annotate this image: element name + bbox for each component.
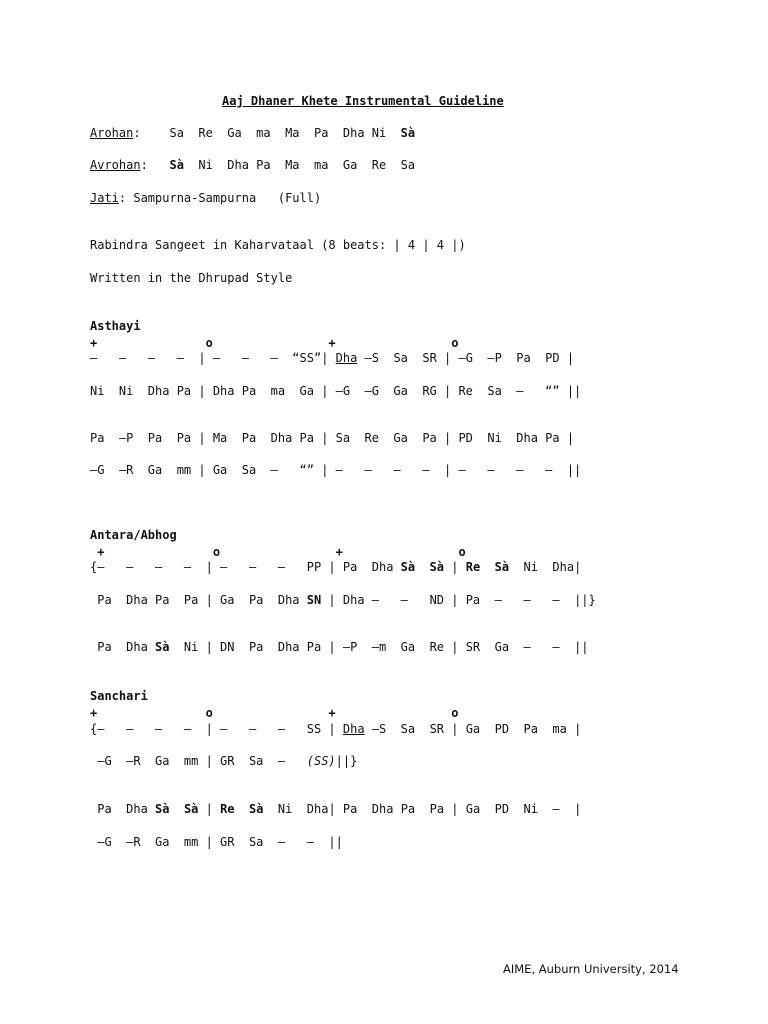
notation-segment-bold: Sà — [155, 640, 170, 654]
asthayi-line-4: –G –R Ga mm | Ga Sa – “” | – – – – | – – – – || — [90, 463, 582, 477]
jati-label: Jati — [90, 191, 119, 205]
footer-credit: AIME, Auburn University, 2014 — [503, 962, 679, 976]
notation-segment: {– – – – | – – – PP | Pa Dha — [90, 560, 401, 574]
avrohan-line: Avrohan: Sà Ni Dha Pa Ma ma Ga Re Sa — [90, 158, 416, 172]
arohan-label: Arohan — [90, 126, 134, 140]
notation-segment-bold: Sà — [429, 560, 445, 574]
arohan-last-note: Sà — [400, 126, 416, 140]
avrohan-notes: Ni Dha Pa Ma ma Ga Re Sa — [183, 158, 416, 172]
avrohan-label: Avrohan — [90, 158, 141, 172]
asthayi-beat-markers: + o + o — [90, 336, 459, 350]
style-info: Written in the Dhrupad Style — [90, 271, 293, 285]
notation-segment: Pa Dha — [90, 802, 156, 816]
notation-segment: Pa Dha Pa Pa | Ga Pa Dha — [90, 593, 307, 607]
sanchari-line-3 — [90, 802, 581, 816]
jati-line — [90, 191, 321, 205]
notation-segment: | Dha – – ND | Pa – – – ||} — [321, 593, 596, 607]
avrohan-first-note: Sà — [169, 158, 184, 172]
notation-segment: ||} — [335, 754, 358, 768]
notation-segment-bold: Sà — [248, 802, 264, 816]
notation-segment-bold: Re — [220, 802, 235, 816]
sanchari-line-4: –G –R Ga mm | GR Sa – – || — [90, 835, 343, 849]
notation-segment: – – – – | – – – “SS”| — [90, 351, 336, 365]
antara-line-3 — [90, 640, 589, 654]
notation-segment: –S Sa SR | Ga PD Pa ma | — [364, 722, 582, 736]
sanchari-line-2 — [90, 754, 357, 768]
notation-segment: Ni Dha| Pa Dha Pa Pa | Ga PD Ni – | — [263, 802, 582, 816]
jati-value: : Sampurna-Sampurna (Full) — [118, 191, 322, 205]
sanchari-heading: Sanchari — [90, 689, 148, 703]
notation-segment-bold: Sà — [400, 560, 416, 574]
antara-heading: Antara/Abhog — [90, 528, 177, 542]
notation-segment: | — [198, 802, 221, 816]
page-title: Aaj Dhaner Khete Instrumental Guideline — [222, 94, 504, 108]
notation-segment-bold: SN — [306, 593, 322, 607]
antara-beat-markers: + o + o — [90, 545, 466, 559]
arohan-line: Arohan: Sa Re Ga ma Ma Pa Dha Ni Sà — [90, 126, 416, 140]
antara-line-2 — [90, 593, 596, 607]
taal-info: Rabindra Sangeet in Kaharvataal (8 beats: | 4 | 4 |) — [90, 238, 466, 252]
notation-segment: Ni | DN Pa Dha Pa | –P –m Ga Re | SR Ga – – || — [169, 640, 589, 654]
notation-segment — [415, 560, 429, 574]
antara-line-1 — [90, 560, 581, 574]
notation-segment — [480, 560, 494, 574]
notation-segment: | — [444, 560, 466, 574]
notation-segment: {– – – – | – – – SS | — [90, 722, 343, 736]
asthayi-line-1 — [90, 351, 574, 365]
notation-segment — [169, 802, 183, 816]
notation-segment-underlined: Dha — [335, 351, 358, 365]
notation-segment-bold: Re — [465, 560, 481, 574]
notation-segment-underlined: Dha — [342, 722, 365, 736]
asthayi-line-3: Pa –P Pa Pa | Ma Pa Dha Pa | Sa Re Ga Pa | PD Ni Dha Pa | — [90, 431, 575, 445]
notation-segment: Ni Dha| — [509, 560, 582, 574]
notation-segment-italic: (SS) — [306, 754, 336, 768]
sanchari-beat-markers: + o + o — [90, 706, 459, 720]
notation-segment: –G –R Ga mm | GR Sa – — [90, 754, 307, 768]
notation-segment: –S Sa SR | –G –P Pa PD | — [357, 351, 575, 365]
arohan-notes: Sa Re Ga ma Ma Pa Dha Ni — [169, 126, 401, 140]
notation-segment-bold: Sà — [155, 802, 170, 816]
notation-segment-bold: Sà — [494, 560, 510, 574]
notation-segment — [235, 802, 249, 816]
notation-segment-bold: Sà — [183, 802, 199, 816]
sanchari-line-1 — [90, 722, 581, 736]
asthayi-heading: Asthayi — [90, 319, 141, 333]
notation-segment: Pa Dha — [90, 640, 156, 654]
asthayi-line-2: Ni Ni Dha Pa | Dha Pa ma Ga | –G –G Ga RG | Re Sa – “” || — [90, 384, 582, 398]
